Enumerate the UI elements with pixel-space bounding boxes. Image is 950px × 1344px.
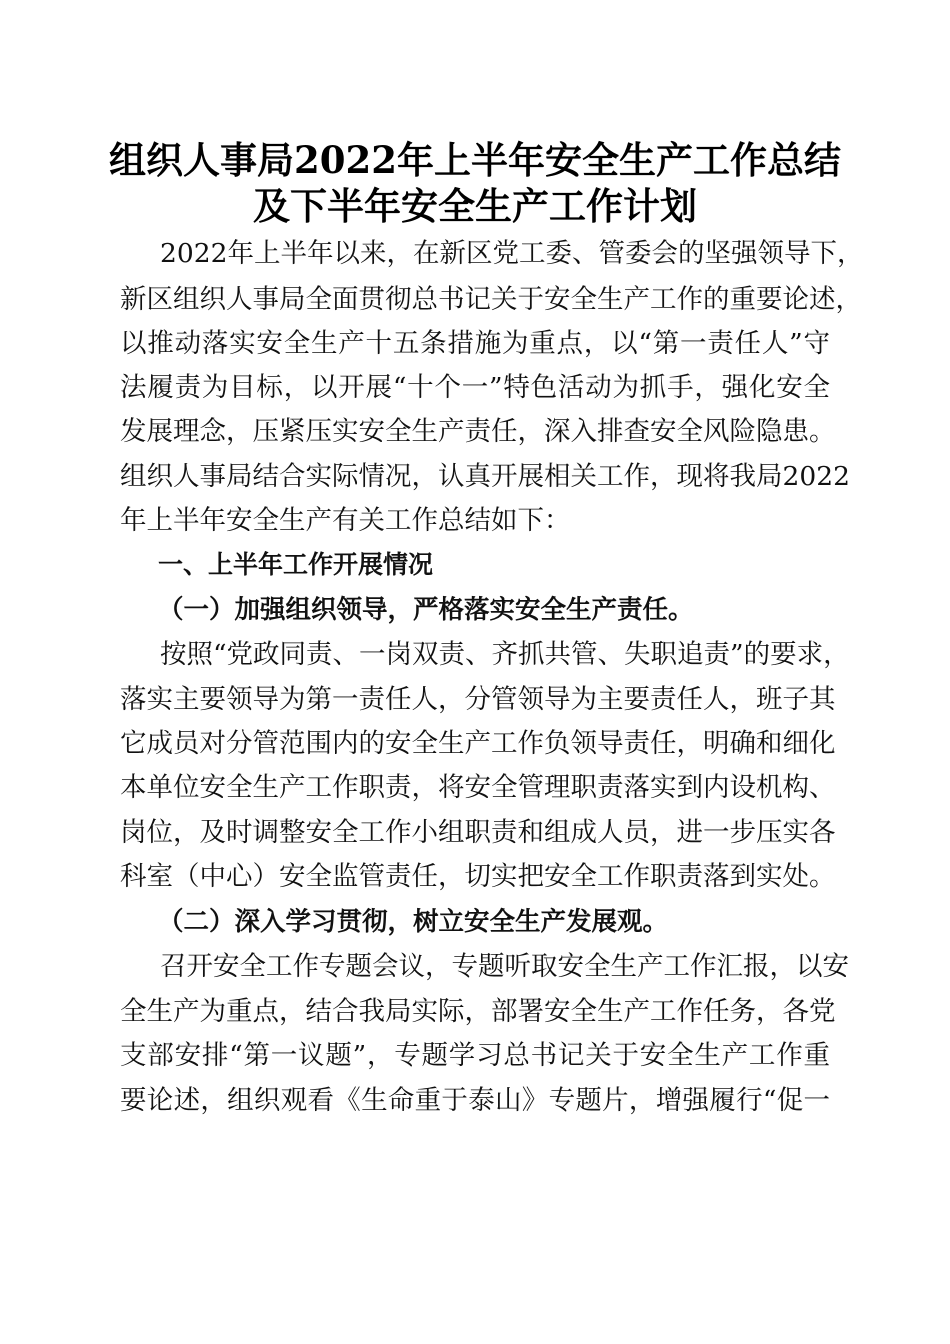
intro-line-7: 年上半年安全生产有关工作总结如下： [120, 505, 571, 536]
subsection-1-line-2: 落实主要领导为第一责任人，分管领导为主要责任人，班子其 [120, 684, 836, 715]
subsection-1-line-4: 本单位安全生产工作职责，将安全管理职责落实到内设机构、 [120, 772, 836, 803]
subsection-1-heading: （一）加强组织领导，严格落实安全生产责任。 [158, 595, 694, 625]
document-title-line-1: 组织人事局2022年上半年安全生产工作总结 [109, 138, 841, 182]
subsection-2-heading: （二）深入学习贯彻，树立安全生产发展观。 [158, 907, 669, 937]
subsection-2-line-3: 支部安排“第一议题”，专题学习总书记关于安全生产工作重 [120, 1040, 830, 1071]
intro-line-1: 2022年上半年以来，在新区党工委、管委会的坚强领导下， [160, 238, 864, 269]
subsection-2-line-1: 召开安全工作专题会议，专题听取安全生产工作汇报，以安 [160, 951, 849, 982]
intro-line-6: 组织人事局结合实际情况，认真开展相关工作，现将我局2022 [120, 461, 850, 492]
subsection-1-line-1: 按照“党政同责、一岗双责、齐抓共管、失职追责”的要求， [160, 639, 850, 670]
subsection-1-line-6: 科室（中心）安全监管责任，切实把安全工作职责落到实处。 [120, 861, 836, 892]
subsection-1-line-5: 岗位，及时调整安全工作小组职责和组成人员，进一步压实各 [120, 817, 836, 848]
intro-line-5: 发展理念，压紧压实安全生产责任，深入排查安全风险隐患。 [120, 416, 836, 447]
intro-line-2: 新区组织人事局全面贯彻总书记关于安全生产工作的重要论述， [120, 284, 862, 315]
subsection-1-line-3: 它成员对分管范围内的安全生产工作负领导责任，明确和细化 [120, 728, 836, 759]
document-title-line-2: 及下半年安全生产工作计划 [253, 184, 697, 228]
intro-line-4: 法履责为目标，以开展“十个一”特色活动为抓手，强化安全 [120, 372, 830, 403]
intro-line-3: 以推动落实安全生产十五条措施为重点，以“第一责任人”守 [120, 328, 830, 359]
section-1-heading: 一、上半年工作开展情况 [158, 550, 434, 579]
subsection-2-line-4: 要论述，组织观看《生命重于泰山》专题片，增强履行“促一 [120, 1085, 830, 1116]
subsection-2-line-2: 全生产为重点，结合我局实际，部署安全生产工作任务，各党 [120, 996, 836, 1027]
